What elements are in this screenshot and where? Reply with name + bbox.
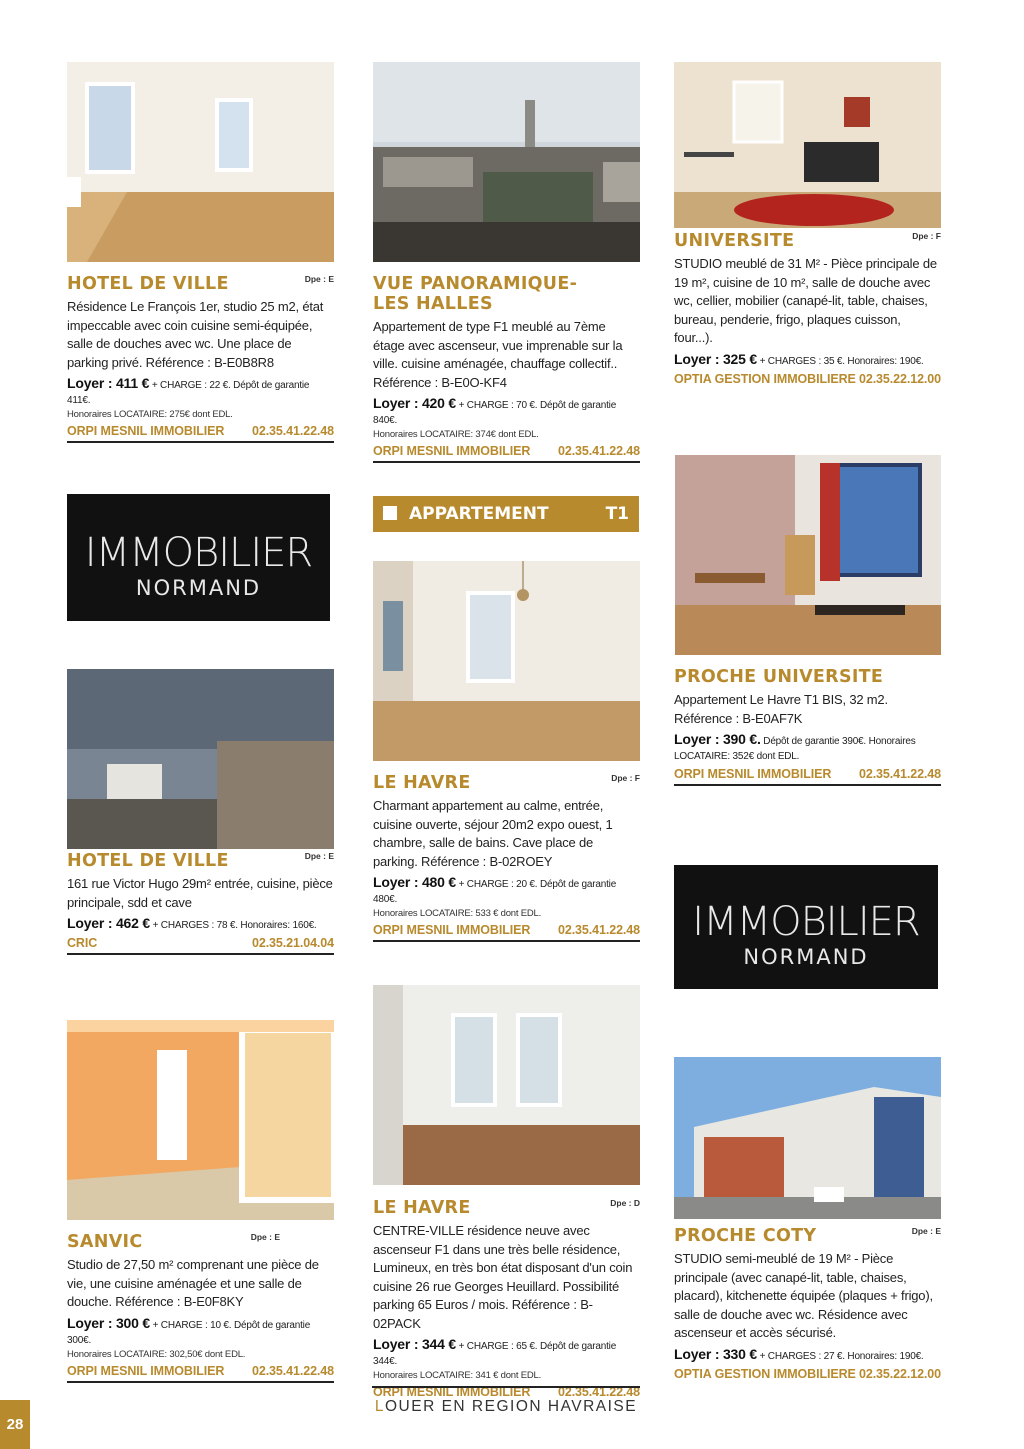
dpe-rating: Dpe : E — [250, 1232, 280, 1242]
footer-initial: L — [374, 1398, 385, 1415]
agency-name: ORPI MESNIL IMMOBILIER — [373, 923, 531, 937]
agency-contact — [674, 767, 941, 786]
listing-price — [373, 1337, 640, 1369]
listing-price — [373, 396, 640, 428]
listing-title: VUE PANORAMIQUE-LES HALLES — [373, 274, 578, 314]
page-number: 28 — [0, 1400, 30, 1449]
logo-line-1: IMMOBILIER — [692, 899, 920, 945]
listing-title: PROCHE UNIVERSITE — [674, 667, 884, 687]
listing-description: STUDIO semi-meublé de 19 M² - Pièce principale (avec canapé-lit, table, chaises, placard), kitchenette équipée (plaques + frigo), salle de douche avec wc. Résidence avec ascenseur et accès sécurisé. — [674, 1251, 933, 1340]
agency-contact — [373, 923, 640, 942]
agency-phone: 02.35.21.04.04 — [251, 936, 334, 950]
rent-charges: + CHARGES : 27 €. Honoraires: 190€. — [759, 1350, 924, 1362]
immobilier-normand-logo-1 — [67, 494, 330, 621]
agency-contact — [67, 936, 334, 955]
listing-title: HOTEL DE VILLE — [67, 274, 229, 294]
listing-price — [674, 732, 941, 764]
listing-card — [67, 1232, 334, 1383]
listing-description: STUDIO meublé de 31 M² - Pièce principale de 19 m², cuisine de 10 m², salle de douche avec wc, cellier, mobilier (canapé-lit, table, chaises, bureau, penderie, frigo, plaques cuisson, four...). — [674, 256, 937, 345]
listing-card — [674, 667, 941, 786]
rent-amount: Loyer : 300 € — [67, 1314, 150, 1331]
listing-description: CENTRE-VILLE résidence neuve avec ascenseur F1 dans une très belle résidence, Lumineux, en très bon état disposant d'un coin cuisine 26 rue Georges Heuillard. Possibilité parking 65 Euros / mois. Référence : B-02PACK — [373, 1223, 633, 1331]
appartement-t1-banner — [373, 496, 639, 532]
rent-amount: Loyer : 420 € — [373, 395, 456, 411]
listing-price — [674, 1347, 941, 1364]
square-icon — [383, 506, 397, 520]
listing-photo-vue-panoramique — [373, 62, 640, 262]
listing-title: UNIVERSITE — [674, 231, 795, 251]
listing-fees: Honoraires LOCATAIRE: 533 € dont EDL. — [373, 908, 542, 919]
listing-fees: Honoraires LOCATAIRE: 374€ dont EDL. — [373, 429, 539, 440]
listing-photo-le-havre-1 — [373, 561, 640, 761]
rent-amount: Loyer : 344 € — [373, 1336, 456, 1352]
listing-card — [373, 773, 640, 942]
agency-contact — [373, 444, 640, 463]
rent-charges: + CHARGE : 70 €. Dépôt de garantie 840€. — [373, 400, 617, 426]
listing-photo-hotel-de-ville-2 — [67, 669, 334, 849]
agency-name: ORPI MESNIL IMMOBILIER — [373, 444, 531, 458]
rent-amount: Loyer : 330 € — [674, 1345, 757, 1362]
agency-phone: 02.35.41.22.48 — [557, 923, 640, 937]
listing-fees: Honoraires LOCATAIRE: 302,50€ dont EDL. — [67, 1348, 246, 1360]
logo-line-1: IMMOBILIER — [84, 530, 313, 576]
rent-charges: + CHARGE : 10 €. Dépôt de garantie 300€. — [67, 1319, 311, 1346]
agency-name: CRIC — [67, 936, 98, 950]
listing-description: Appartement Le Havre T1 BIS, 32 m2. Référence : B-E0AF7K — [674, 692, 888, 726]
agency-name: ORPI MESNIL IMMOBILIER — [373, 1385, 531, 1399]
dpe-rating: Dpe : F — [611, 773, 640, 783]
agency-contact — [67, 424, 334, 443]
dpe-rating: Dpe : F — [912, 231, 941, 241]
listing-photo-sanvic — [67, 1020, 334, 1220]
rent-charges: Dépôt de garantie 390€. Honoraires LOCATAIRE: 352€ dont EDL. — [674, 736, 916, 762]
rent-amount: Loyer : 390 €. — [674, 731, 761, 747]
immobilier-normand-logo-2 — [674, 865, 938, 989]
agency-name: ORPI MESNIL IMMOBILIER — [67, 1363, 225, 1378]
listing-fees: Honoraires LOCATAIRE: 275€ dont EDL. — [67, 409, 233, 420]
rent-amount: Loyer : 325 € — [674, 350, 757, 367]
listing-title: HOTEL DE VILLE — [67, 851, 229, 871]
agency-phone: 02.35.41.22.48 — [251, 1363, 334, 1378]
listing-photo-hotel-de-ville-1 — [67, 62, 334, 262]
listing-card — [674, 231, 941, 389]
listing-price — [674, 352, 941, 369]
listing-price — [373, 875, 640, 907]
listing-photo-le-havre-2 — [373, 985, 640, 1185]
agency-phone: 02.35.41.22.48 — [251, 424, 334, 438]
agency-contact — [67, 1364, 334, 1383]
rent-amount: Loyer : 411 € — [67, 375, 150, 391]
page-footer — [372, 1386, 640, 1416]
rent-charges: + CHARGE : 20 €. Dépôt de garantie 480€. — [373, 879, 617, 905]
listing-photo-universite — [674, 62, 941, 228]
listing-title: LE HAVRE — [373, 773, 471, 793]
rent-charges: + CHARGE : 65 €. Dépôt de garantie 344€. — [373, 1341, 617, 1367]
listing-description: Studio de 27,50 m² comprenant une pièce de vie, une cuisine aménagée et une salle de douche. Référence : B-E0F8KY — [67, 1257, 319, 1309]
dpe-rating: Dpe : E — [304, 851, 334, 861]
rent-amount: Loyer : 480 € — [373, 874, 456, 890]
listing-price — [67, 376, 334, 408]
agency-name: OPTIA GESTION IMMOBILIERE — [674, 371, 856, 386]
agency-name: ORPI MESNIL IMMOBILIER — [674, 767, 832, 781]
listing-description: Charmant appartement au calme, entrée, cuisine ouverte, séjour 20m2 expo ouest, 1 chambre, salle de bains. Cave place de parking. Référence : B-02ROEY — [373, 798, 613, 869]
agency-contact — [674, 1367, 941, 1384]
rent-charges: + CHARGE : 22 €. Dépôt de garantie 411€. — [67, 380, 310, 406]
agency-phone: 02.35.22.12.00 — [858, 1366, 941, 1381]
listing-card — [674, 1226, 941, 1384]
rent-amount: Loyer : 462 € — [67, 915, 150, 931]
listing-title: PROCHE COTY — [674, 1226, 817, 1246]
dpe-rating: Dpe : D — [610, 1198, 640, 1208]
listing-card — [67, 274, 334, 443]
banner-label: APPARTEMENT — [409, 504, 549, 524]
rent-charges: + CHARGES : 78 €. Honoraires: 160€. — [152, 920, 317, 931]
listing-card — [373, 1198, 640, 1402]
listing-title: LE HAVRE — [373, 1198, 471, 1218]
rent-charges: + CHARGES : 35 €. Honoraires: 190€. — [759, 355, 924, 367]
listing-title: SANVIC — [67, 1232, 143, 1252]
agency-phone: 02.35.41.22.48 — [557, 1385, 640, 1399]
listing-description: Résidence Le François 1er, studio 25 m2, état impeccable avec coin cuisine semi-équipée, salle de douches avec wc. Une place de parking privé. Référence : B-E0B8R8 — [67, 299, 324, 370]
listing-description: 161 rue Victor Hugo 29m² entrée, cuisine, pièce principale, sdd et cave — [67, 876, 333, 910]
logo-line-2: NORMAND — [135, 576, 262, 600]
footer-title: OUER EN REGION HAVRAISE — [385, 1398, 638, 1415]
agency-phone: 02.35.41.22.48 — [557, 444, 640, 458]
listing-fees: Honoraires LOCATAIRE: 341 € dont EDL. — [373, 1370, 542, 1381]
banner-type: T1 — [605, 504, 629, 524]
agency-contact — [674, 372, 941, 389]
listing-card — [67, 851, 334, 955]
agency-phone: 02.35.41.22.48 — [858, 767, 941, 781]
listing-description: Appartement de type F1 meublé au 7ème étage avec ascenseur, vue imprenable sur la ville. cuisine aménagée, chauffage collectif.. Référence : B-E0O-KF4 — [373, 319, 623, 390]
agency-name: OPTIA GESTION IMMOBILIERE — [674, 1366, 856, 1381]
agency-name: ORPI MESNIL IMMOBILIER — [67, 424, 225, 438]
listing-price — [67, 1316, 334, 1348]
listing-photo-proche-universite — [675, 455, 941, 655]
listing-card — [373, 274, 640, 463]
listing-price — [67, 916, 334, 933]
logo-line-2: NORMAND — [743, 945, 869, 969]
dpe-rating: Dpe : E — [304, 274, 334, 284]
dpe-rating: Dpe : E — [911, 1226, 941, 1236]
agency-phone: 02.35.22.12.00 — [858, 371, 941, 386]
listing-photo-proche-coty — [674, 1057, 941, 1219]
